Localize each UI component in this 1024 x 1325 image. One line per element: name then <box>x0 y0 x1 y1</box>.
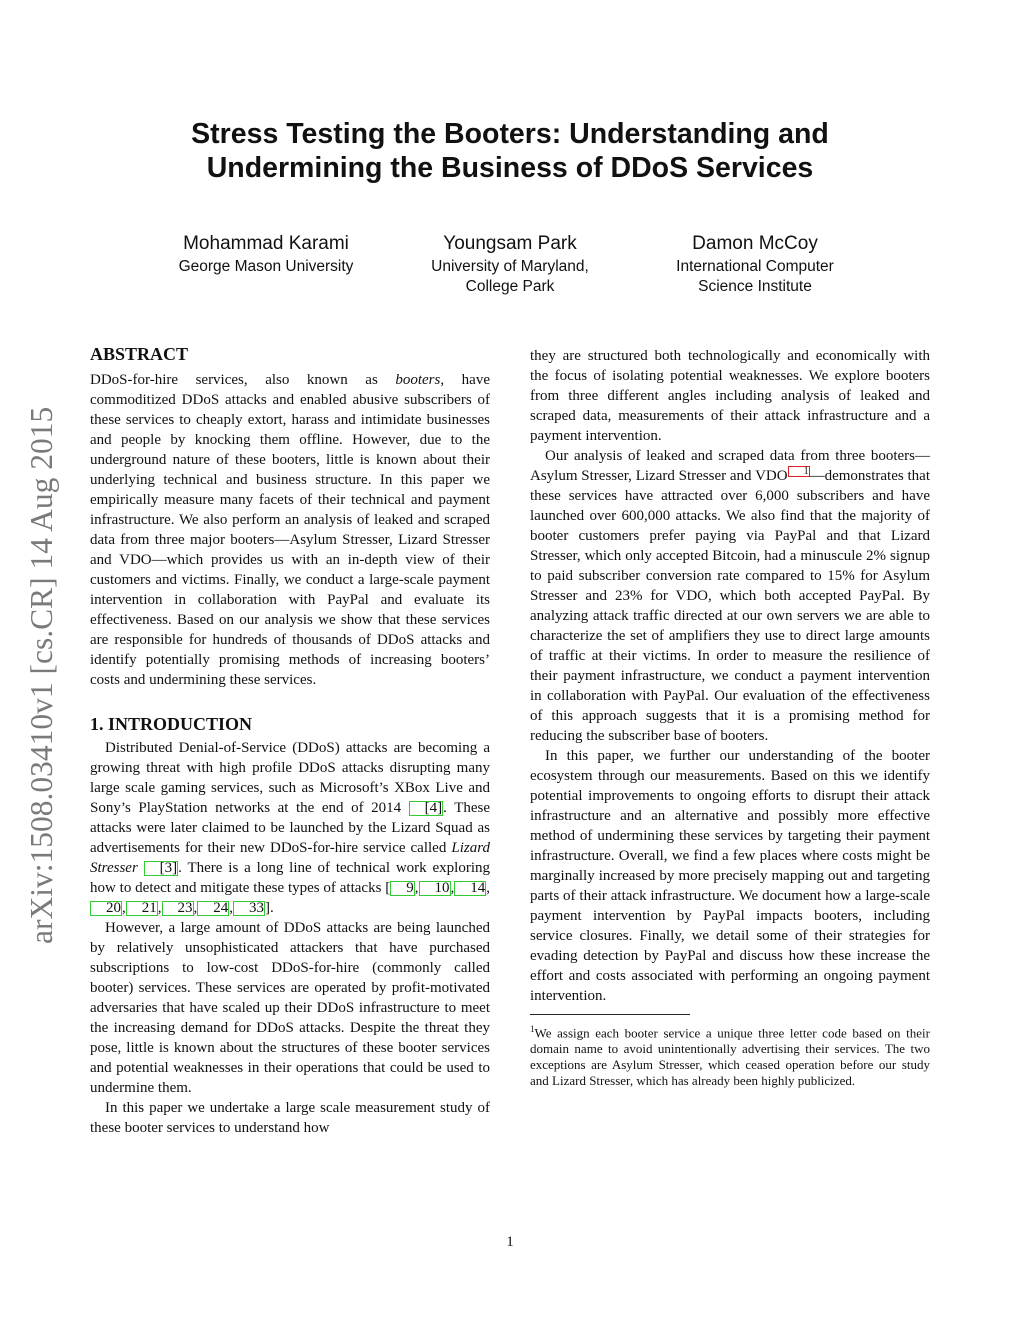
page-number: 1 <box>506 1234 514 1250</box>
citation-link[interactable]: 9 <box>390 881 415 896</box>
abstract-body: DDoS-for-hire services, also known as booters, have commoditized DDoS attacks and enabled abusive subscribers of these services to cheaply extort, harass and intimidate businesses and people by knocking them offline. However, due to the underground nature of these booters, little is known about their underlying technical and business structure. In this paper we empirically measure many facets of their technical and payment infrastructure. We also perform an analysis of leaked and scraped data from three major booters—Asylum Stresser, Lizard Stresser and VDO—which provides us with an in-depth view of their customers and victims. Finally, we conduct a large-scale payment intervention in collaboration with PayPal and evaluate its effectiveness. Based on our analysis we show that these services are responsible for hundreds of thousands of DDoS attacks and identify potentially promising methods of increasing booters’ costs and undermining these services. <box>90 372 490 688</box>
footnote-link[interactable]: 1 <box>788 466 810 477</box>
title-line-1: Stress Testing the Booters: Understanding and <box>191 118 829 150</box>
citation-link[interactable]: 20 <box>90 901 122 916</box>
booters-term: booters <box>395 372 441 388</box>
right-column <box>530 346 930 1089</box>
citation-link[interactable]: [4] <box>409 801 444 816</box>
paper-title <box>100 117 920 185</box>
author-block <box>126 232 406 277</box>
citation-link[interactable]: 33 <box>233 901 265 916</box>
affiliation-line: University of Maryland, <box>431 258 589 275</box>
citation-link[interactable]: 14 <box>454 881 486 896</box>
intro-paragraph-2: However, a large amount of DDoS attacks are being launched by relatively unsophisticated attackers that have purchased subscriptions to low-cost DDoS-for-hire (commonly called booter) services. These services are operated by profit-motivated adversaries that have scaled up their DDoS infrastructure to meet the increasing demand for DDoS attacks. Despite the threat they pose, little is known about the structures of these booter services and potential weaknesses in their operations that could be used to undermine them. <box>90 920 490 1096</box>
affiliation-line: College Park <box>465 278 555 295</box>
intro-paragraph-3-continued: they are structured both technologically and economically with the focus of isolating potential weaknesses. We explore booters from three different angles including analysis of leaked and scraped data, measurements of their attack infrastructure and a payment intervention. <box>530 348 930 444</box>
footnote-rule <box>530 1014 690 1015</box>
author-name: Damon McCoy <box>692 233 818 254</box>
author-block <box>370 232 650 297</box>
affiliation-line: Science Institute <box>698 278 812 295</box>
intro-paragraph-4: Our analysis of leaked and scraped data from three booters—Asylum Stresser, Lizard Stresser and VDO 1—demonstrates that these services have attracted over 6,000 subscribers and have launched over 600,000 attacks. We also find that the majority of booter customers prefer paying via PayPal and that Lizard Stresser, which only accepted Bitcoin, had a minuscule 2% signup to paid subscriber conversion rate compared to 15% for Asylum Stresser and 23% for VDO, which both accepted PayPal. By analyzing attack traffic directed at our own servers we are able to characterize the set of amplifiers they use to direct large amounts of traffic at their victims. In order to measure the resilience of their payment infrastructure, we conduct a payment intervention in collaboration with PayPal. Our evaluation of the effectiveness of this approach suggests that it is a promising method for reducing the subscriber base of booters. <box>530 448 930 744</box>
citation-link[interactable]: 23 <box>162 901 194 916</box>
footnote: $^1$We assign each booter service a unique three letter code based on their domain name to avoid unintentionally advertising their services. The two exceptions are Asylum Stresser, which ceased operation before our study and Lizard Stresser, which has already been highly publicized. <box>530 1024 930 1089</box>
intro-paragraph-1: Distributed Denial-of-Service (DDoS) attacks are becoming a growing threat with high profile DDoS attacks disrupting many large scale gaming services, such as Microsoft’s XBox Live and Sony’s PlayStation networks at the end of 2014 [4]. These attacks were later claimed to be launched by the Lizard Squad as advertisements for their new DDoS-for-hire service called Lizard Stresser [3]. There is a long line of technical work exploring how to detect and mitigate these types of attacks [ 9, 10, 14,20, 21, 23, 24, 33]. <box>90 740 491 916</box>
citation-link[interactable]: 10 <box>419 881 451 896</box>
author-affiliation <box>126 257 406 277</box>
author-block <box>615 232 895 297</box>
introduction-heading: 1. INTRODUCTION <box>90 714 253 734</box>
author-name: Mohammad Karami <box>183 233 349 254</box>
citation-link[interactable]: 24 <box>197 901 229 916</box>
left-column <box>90 342 490 1138</box>
affiliation-line: George Mason University <box>178 258 354 275</box>
author-name: Youngsam Park <box>443 233 577 254</box>
author-affiliation <box>370 257 650 297</box>
lizard-stresser-term: Lizard Stresser <box>90 840 490 876</box>
arxiv-stamp: arXiv:1508.03410v1 [cs.CR] 14 Aug 2015 <box>24 406 59 944</box>
abstract-heading: ABSTRACT <box>90 344 189 364</box>
citation-link[interactable]: 21 <box>126 901 158 916</box>
footnote-mark: 1 <box>530 1024 535 1034</box>
author-affiliation <box>615 257 895 297</box>
title-line-2: Undermining the Business of DDoS Services <box>206 152 814 184</box>
intro-paragraph-5: In this paper, we further our understanding of the booter ecosystem through our measurements. Based on this we identify potential improvements to ongoing efforts to disrupt their attack infrastructure and an alternative and possibly more effective method of undermining these services by targeting their payment infrastructure. Overall, we find a few places where costs might be marginally increased by more precisely mapping out and targeting parts of their attack infrastructure. We document how a large-scale payment intervention by PayPal impacts booters, including service closures. Finally, we detail some of their strategies for evading detection by PayPal and discuss how these increase the effort and costs associated with performing an ongoing payment intervention. <box>530 748 930 1004</box>
citation-link[interactable]: [3] <box>144 861 179 876</box>
intro-paragraph-3: In this paper we undertake a large scale measurement study of these booter services to understand how <box>90 1100 490 1136</box>
affiliation-line: International Computer <box>676 258 834 275</box>
